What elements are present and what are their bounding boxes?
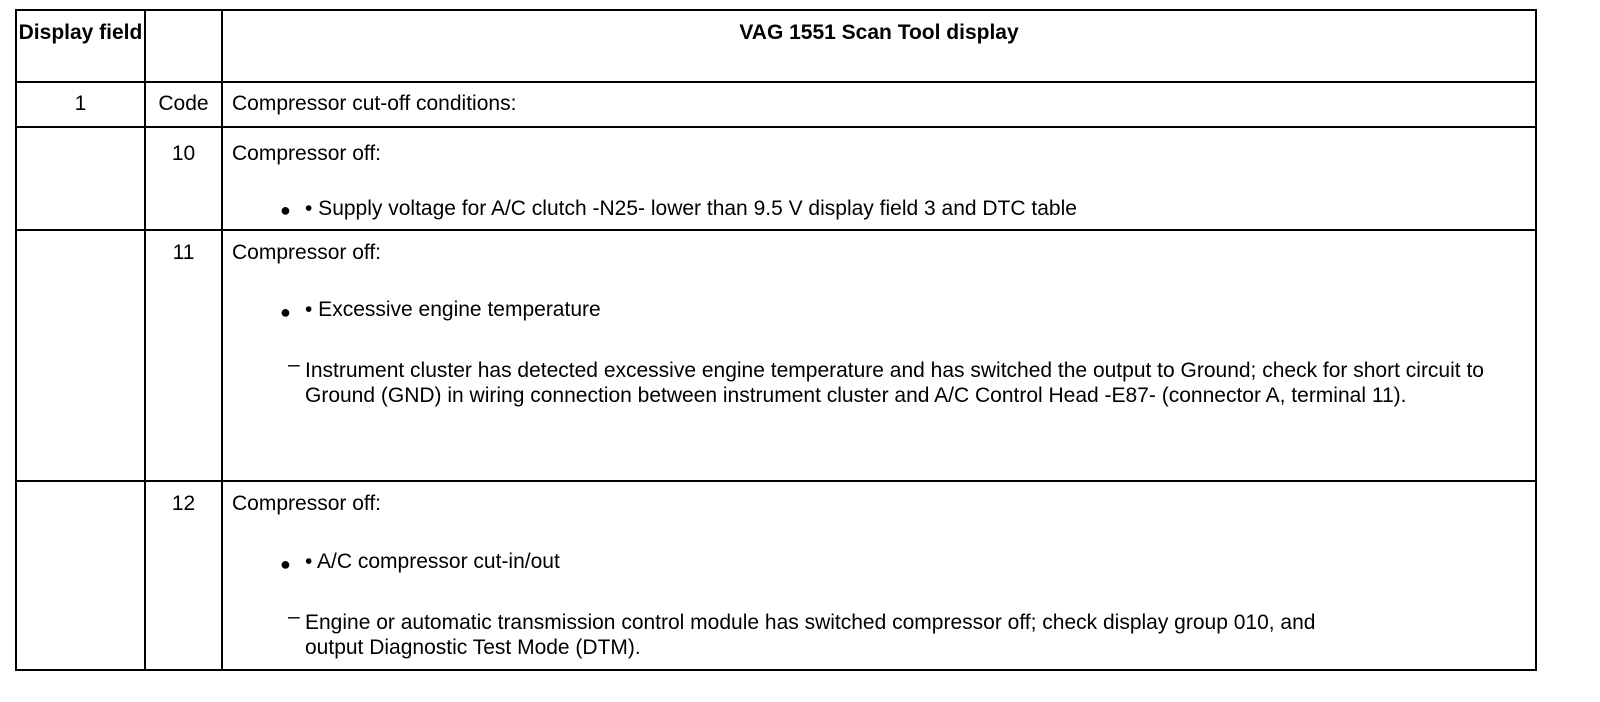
table-border-top — [15, 9, 1537, 11]
row-3-bullet-icon: ● — [280, 302, 291, 322]
row-3-code: 11 — [172, 241, 195, 264]
table-border-bottom — [15, 669, 1537, 671]
row-2-code: 10 — [171, 142, 196, 165]
row-4-dash-icon: – — [288, 605, 300, 628]
row-divider-1 — [15, 126, 1537, 128]
row-2-bullet-text: • Supply voltage for A/C clutch -N25- lower than 9.5 V display field 3 and DTC table — [305, 197, 1077, 220]
row-2-heading: Compressor off: — [232, 142, 381, 165]
row-4-bullet-text: • A/C compressor cut-in/out — [305, 550, 560, 573]
table-border-right — [1535, 9, 1537, 671]
row-3-dash-icon: – — [288, 353, 300, 376]
row-4-bullet-icon: ● — [280, 554, 291, 574]
header-title: VAG 1551 Scan Tool display — [739, 21, 1019, 44]
column-divider-code — [221, 9, 223, 671]
row-divider-2 — [15, 229, 1537, 231]
header-display-field: Display field — [18, 21, 143, 44]
row-4-heading: Compressor off: — [232, 492, 381, 515]
row-4-note: Engine or automatic transmission control module has switched compressor off; check display group 010, and output Diagnostic Test Mode (DTM). — [305, 611, 1316, 659]
row-4-code: 12 — [171, 492, 196, 515]
row-3-note: Instrument cluster has detected excessive engine temperature and has switched the output to Ground; check for short circuit to Ground (GND) in wiring connection between instrument cluster and A/C Control Head -E87- (connector A, terminal 11). — [305, 359, 1484, 407]
row-3-heading: Compressor off: — [232, 241, 381, 264]
row-1-code: Code — [158, 92, 209, 115]
row-3-bullet-text: • Excessive engine temperature — [305, 298, 601, 321]
row-2-bullet-icon: ● — [280, 200, 291, 220]
row-divider-3 — [15, 480, 1537, 482]
row-1-field: 1 — [74, 92, 87, 115]
row-1-heading: Compressor cut-off conditions: — [232, 92, 517, 115]
row-divider-header — [15, 81, 1537, 83]
